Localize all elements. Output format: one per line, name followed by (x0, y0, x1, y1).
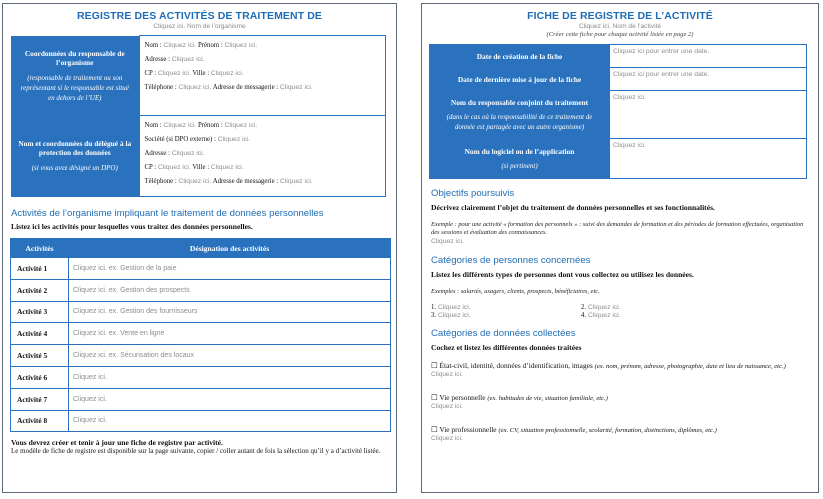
field-separator: : (166, 150, 172, 157)
dpo-field-input[interactable]: Cliquez ici. (217, 136, 251, 143)
activities-table (10, 238, 391, 432)
personnes-section (431, 255, 811, 319)
dpo-field-input[interactable]: Cliquez ici. (279, 178, 313, 185)
responsible-field-input[interactable]: Cliquez ici. (171, 56, 205, 63)
fiche-meta-label-cell (430, 68, 610, 91)
fiche-meta-label: Nom du logiciel ou de l’application (464, 146, 575, 156)
footer-instruction: Vous devrez créer et tenir à jour une fiche de registre par activité. (11, 438, 223, 448)
activity-name: Activité 2 (11, 279, 69, 301)
field-separator: : (173, 178, 179, 185)
fiche-meta-row (430, 91, 807, 139)
activity-designation-input[interactable]: Cliquez ici. ex. Sécurisation des locaux (69, 345, 391, 367)
responsible-field-input[interactable]: Cliquez ici. (279, 84, 313, 91)
dpo-field-input[interactable]: Cliquez ici. (157, 164, 191, 171)
fiche-meta-row (430, 45, 807, 68)
dpo-field-input[interactable]: Cliquez ici. (224, 122, 258, 129)
fiche-meta-label: Nom du responsable conjoint du traitement (450, 97, 589, 107)
dpo-field-input[interactable]: Cliquez ici. (210, 164, 244, 171)
activity-row (11, 301, 391, 323)
personne-number: 2. (581, 304, 587, 311)
fiche-meta-table (429, 44, 807, 179)
donnees-title: Catégories de données collectées (431, 328, 576, 339)
designation-header: Désignation des activités (69, 239, 391, 258)
activity-designation-input[interactable]: Cliquez ici. ex. Gestion des fournisseurs (69, 301, 391, 323)
donnee-detail: (ex. CV, situation professionnelle, scolarité, formation, distinctions, diplômes, etc.) (498, 427, 717, 434)
dpo-field-input[interactable]: Cliquez ici. (171, 150, 205, 157)
donnee-input[interactable]: Cliquez ici. (431, 403, 463, 410)
activity-name: Activité 3 (11, 301, 69, 323)
responsible-field-label: Prénom (197, 42, 220, 49)
checkbox[interactable]: ☐ (431, 425, 438, 434)
field-separator: : (205, 70, 211, 77)
activity-name: Activité 8 (11, 410, 69, 432)
dpo-label-cell (11, 116, 139, 197)
dpo-fields (139, 116, 386, 197)
donnee-input[interactable]: Cliquez ici. (431, 371, 463, 378)
activity-name: Activité 4 (11, 323, 69, 345)
personnes-title: Catégories de personnes concernées (431, 255, 591, 266)
page-title: REGISTRE DES ACTIVITÉS DE TRAITEMENT DE (76, 10, 323, 22)
dpo-field-label: Société (si DPO externe) (144, 136, 213, 143)
personne-input[interactable]: Cliquez ici. (587, 312, 621, 319)
personne-number: 4. (581, 312, 587, 319)
responsible-field-label: Téléphone (144, 84, 174, 91)
fiche-meta-label-cell (430, 139, 610, 179)
donnee-item (431, 361, 811, 378)
activity-row (11, 323, 391, 345)
field-separator: : (158, 42, 164, 49)
responsible-label-note: (responsable de traitement ou son représentant si le responsable est situé en dehors de l’UE) (20, 73, 129, 102)
fiche-meta-input[interactable]: Cliquez ici pour entrer une date. (610, 68, 807, 91)
donnee-checkbox-line (431, 361, 811, 370)
activity-name: Activité 1 (11, 258, 69, 280)
activity-name: Activité 6 (11, 366, 69, 388)
donnee-item (431, 425, 811, 442)
donnee-checkbox-line (431, 393, 811, 402)
responsible-field-label: CP (144, 70, 153, 77)
responsible-field-label: Adresse de messagerie (212, 84, 275, 91)
fiche-meta-row (430, 68, 807, 91)
activity-row (11, 388, 391, 410)
fiche-title: FICHE DE REGISTRE DE L’ACTIVITÉ (527, 10, 713, 22)
objectifs-example: Exemple : pour une activité « formation des personnels » : suivi des demandes de formation et des périodes de formation effectuées, organisation des sessions et évaluation des connaissances. (431, 221, 804, 236)
fiche-meta-label: Date de création de la fiche (476, 51, 563, 61)
responsible-field-label: Ville (192, 70, 206, 77)
responsible-label: Coordonnées du responsable de l’organisme (24, 48, 125, 67)
donnee-label: Vie professionnelle (439, 425, 497, 434)
personne-item (431, 312, 581, 319)
field-separator: : (219, 122, 225, 129)
donnee-detail: (ex. habitudes de vie, situation familiale, etc.) (487, 395, 608, 402)
donnees-list (431, 361, 811, 442)
personne-number: 1. (431, 304, 437, 311)
checkbox[interactable]: ☐ (431, 361, 438, 370)
fiche-meta-row (430, 139, 807, 179)
field-separator: : (158, 122, 164, 129)
dpo-field-line (145, 175, 381, 189)
responsible-field-input[interactable]: Cliquez ici. (210, 70, 244, 77)
fiche-meta-label: Date de dernière mise à jour de la fiche (457, 74, 582, 84)
activity-designation-input[interactable]: Cliquez ici. ex. Gestion de la paie (69, 258, 391, 280)
personne-item (581, 312, 731, 319)
activity-name: Activité 5 (11, 345, 69, 367)
responsible-field-line (145, 81, 381, 95)
dpo-field-label: CP (144, 164, 153, 171)
registre-page (2, 3, 397, 493)
donnees-desc: Cochez et listez les différentes données traitées (431, 343, 582, 352)
objectifs-desc: Décrivez clairement l’objet du traitement de données personnelles et ses fonctionnalités. (431, 203, 715, 212)
field-separator: : (274, 178, 280, 185)
footer-note: Le modèle de fiche de registre est disponible sur la page suivante, copier / coller autant de fois la sélection qu’il y a d’activité listée. (11, 447, 381, 456)
objectifs-title: Objectifs poursuivis (431, 188, 515, 199)
donnee-label: Vie personnelle (439, 393, 486, 402)
personne-item (581, 304, 731, 311)
fiche-meta-label-cell (430, 45, 610, 68)
responsible-field-label: Nom (144, 42, 159, 49)
responsible-field-line (145, 67, 381, 81)
dpo-field-line (145, 161, 381, 175)
dpo-field-input[interactable]: Cliquez ici. (163, 122, 197, 129)
fiche-meta-input[interactable]: Cliquez ici pour entrer une date. (610, 45, 807, 68)
personne-input[interactable]: Cliquez ici. (587, 304, 621, 311)
dpo-field-line (145, 119, 381, 133)
dpo-field-label: Ville (192, 164, 206, 171)
personne-number: 3. (431, 312, 437, 319)
objectifs-input[interactable]: Cliquez ici. (431, 238, 464, 245)
responsible-field-input[interactable]: Cliquez ici. (178, 84, 212, 91)
field-separator: : (152, 70, 158, 77)
responsible-field-input[interactable]: Cliquez ici. (157, 70, 191, 77)
responsible-field-line (145, 53, 381, 67)
fiche-meta-label-note: (dans le cas où la responsabilité de ce traitement de donnée est partagée avec un autre organisme) (446, 112, 593, 131)
responsible-field-input[interactable]: Cliquez ici. (163, 42, 197, 49)
activity-designation-input[interactable]: Cliquez ici. ex. Vente en ligne (69, 323, 391, 345)
activity-row (11, 410, 391, 432)
donnees-section (431, 328, 811, 442)
dpo-field-label: Adresse (144, 150, 167, 157)
donnee-input[interactable]: Cliquez ici. (431, 435, 463, 442)
fiche-page (421, 3, 819, 493)
activities-header: Activités (11, 239, 69, 258)
dpo-field-label: Nom (144, 122, 159, 129)
personne-item (431, 304, 581, 311)
dpo-field-label: Téléphone (144, 178, 174, 185)
activity-row (11, 258, 391, 280)
activity-designation-input[interactable]: Cliquez ici. ex. Gestion des prospects (69, 279, 391, 301)
personnes-example: Exemples : salariés, usagers, clients, prospects, bénéficiaires, etc. (431, 288, 600, 295)
responsible-field-label: Adresse (144, 56, 167, 63)
fiche-note: (Créer cette fiche pour chaque activité listée en page 2) (546, 31, 694, 38)
dpo-label: Nom et coordonnées du délégué à la protection des données (18, 139, 132, 157)
contacts-table (11, 35, 386, 197)
field-separator: : (166, 56, 172, 63)
personne-input[interactable]: Cliquez ici. (437, 312, 471, 319)
activity-name-field[interactable]: Cliquez ici. Nom de l’activité (578, 23, 662, 30)
fiche-meta-input[interactable]: Cliquez ici. (610, 91, 807, 139)
activity-row (11, 345, 391, 367)
dpo-field-label: Adresse de messagerie (212, 178, 275, 185)
donnee-label: État-civil, identité, données d’identification, images (439, 361, 593, 370)
field-separator: : (173, 84, 179, 91)
activity-row (11, 279, 391, 301)
personnes-desc: Listez les différents types de personnes dont vous collectez ou utilisez les données. (431, 270, 694, 279)
dpo-field-input[interactable]: Cliquez ici. (178, 178, 212, 185)
activity-name: Activité 7 (11, 388, 69, 410)
personnes-list (431, 304, 811, 319)
personne-input[interactable]: Cliquez ici. (437, 304, 471, 311)
responsible-label-cell (11, 36, 139, 116)
responsible-field-line (145, 39, 381, 53)
activities-section-desc: Listez ici les activités pour lesquelles vous traitez des données personnelles. (11, 222, 253, 231)
dpo-label-note: (si vous avez désigné un DPO) (31, 164, 118, 172)
dpo-field-line (145, 133, 381, 147)
fiche-meta-label-note: (si pertinent) (501, 161, 538, 170)
field-separator: : (274, 84, 280, 91)
checkbox[interactable]: ☐ (431, 393, 438, 402)
field-separator: : (152, 164, 158, 171)
activity-row (11, 366, 391, 388)
activity-designation-input[interactable]: Cliquez ici. (69, 366, 391, 388)
fiche-meta-label-cell (430, 91, 610, 139)
field-separator: : (212, 136, 218, 143)
activities-section-title: Activités de l’organisme impliquant le traitement de données personnelles (11, 208, 324, 219)
field-separator: : (205, 164, 211, 171)
field-separator: : (219, 42, 225, 49)
activity-designation-input[interactable]: Cliquez ici. (69, 388, 391, 410)
organisation-name-field[interactable]: Cliquez ici. Nom de l’organisme (153, 23, 246, 30)
objectifs-section (431, 188, 811, 245)
donnee-checkbox-line (431, 425, 811, 434)
activity-designation-input[interactable]: Cliquez ici. (69, 410, 391, 432)
donnee-item (431, 393, 811, 410)
fiche-meta-input[interactable]: Cliquez ici. (610, 139, 807, 179)
dpo-field-label: Prénom (197, 122, 220, 129)
responsible-field-input[interactable]: Cliquez ici. (224, 42, 258, 49)
dpo-field-line (145, 147, 381, 161)
donnee-detail: (ex. nom, prénom, adresse, photographie, date et lieu de naissance, etc.) (594, 363, 786, 370)
responsible-fields (139, 36, 386, 116)
